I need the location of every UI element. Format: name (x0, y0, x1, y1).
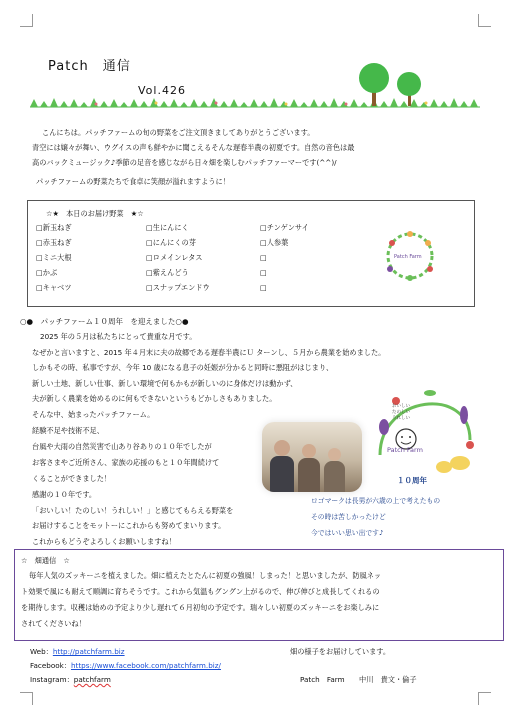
page-title: Patch 通信 (48, 59, 131, 74)
anniv-line: そんな中、始まったパッチファーム。 (32, 410, 155, 419)
veg-item: □チンゲンサイ (260, 223, 309, 232)
farm-news-line: ト効果で風にも耐えて順調に育ちそうです。これから気温もグングン上がるので、伸び伸びと成長してくれるの (21, 587, 380, 596)
anniv-line: しかもその時、私事ですが、今年 10 歳になる息子の妊娠が分かると同時に悪阻がはじまり、 (32, 363, 334, 372)
anniversary-logo-line: おいしい (392, 404, 410, 409)
intro-line-2: 青空には嬢々が舞い、ウグイスの声も鮮やかに聞こえるそんな遅春半農の初夏です。自然の音色は最 (32, 143, 355, 152)
intro-line-3: 高のバックミュージック♪季節の足音を感じながら日々畑を楽しむパッチファーマーです(^^)/ (32, 158, 337, 167)
wreath-logo-text: Patch Farm (394, 254, 422, 260)
footer-signature: Patch Farm 中川 貴文・倫子 (300, 675, 417, 684)
veg-item: □かぶ (36, 268, 58, 277)
anniv-line: 感謝の１０年です。 (32, 490, 97, 499)
logo-side-note: その時は苦しかったけど (311, 513, 386, 521)
instagram-handle[interactable]: patchfarm (73, 675, 111, 684)
crop-mark-top-left (20, 14, 33, 27)
veg-box-heading: ☆★ 本日のお届け野菜 ★☆ (46, 209, 144, 218)
veg-item: □スナップエンドウ (146, 283, 210, 292)
veg-item: □赤玉ねぎ (36, 238, 72, 247)
veg-item: □にんにくの芽 (146, 238, 196, 247)
anniv-line: 経験不足や技術不足、 (32, 426, 104, 435)
anniv-line: 夫が新しく農業を始めるのに何もできないというもどかしさもありました。 (32, 394, 277, 403)
veg-item: □ (260, 253, 267, 262)
crop-mark-top-right (478, 14, 491, 27)
logo-side-note: 今ではいい思い出です♪ (311, 529, 384, 537)
veg-item: □キャベツ (36, 283, 72, 292)
anniversary-logo-line: たのしい (392, 410, 410, 415)
footer-note: 畑の様子をお届けしています。 (290, 647, 391, 656)
volume-number: Vol.426 (138, 84, 186, 97)
veg-item: □ (260, 268, 267, 277)
veg-item: □新玉ねぎ (36, 223, 72, 232)
anniv-line: 台風や大雨の自然災害で山あり谷ありの１０年でしたが (32, 442, 212, 451)
veg-item: □人参葉 (260, 238, 289, 247)
crop-mark-bottom-left (20, 692, 33, 705)
footer-facebook (30, 662, 221, 669)
veg-item: □ロメインレタス (146, 253, 203, 262)
instagram-label: Instagram： (30, 675, 74, 684)
veg-item: □ミニ大根 (36, 253, 72, 262)
anniv-line: 新しい土地、新しい仕事、新しい環境で何もかもが新しいのに身体だけは動かず、 (32, 379, 298, 388)
anniversary-logo-caption: １０周年 (397, 476, 427, 485)
intro-line-4: パッチファームの野菜たちで食卓に笑顔が溢れますように！ (36, 177, 230, 186)
anniv-line: お届けすることをモットーにこれからも努めてまいります。 (32, 521, 226, 530)
anniv-line: これからもどうぞよろしくお願いしますね！ (32, 537, 176, 546)
crop-mark-bottom-right (478, 692, 491, 705)
veg-item: □生にんにく (146, 223, 189, 232)
farm-news-line: されてくださいね！ (21, 619, 86, 628)
anniversary-logo-line: うれしい (392, 416, 410, 421)
farm-news-box (14, 549, 504, 641)
anniv-line: くることができました！ (32, 474, 112, 483)
anniv-line: なぜかと言いますと、2015 年４月末に夫の故郷である遅春半農にＵ ターンし、５月から農業を始めました。 (32, 348, 386, 357)
logo-side-note: ロゴマークは長男が六歳の上で考えたもの (311, 497, 441, 505)
anniv-line: 「おいしい！たのしい！うれしい！」と感じてもらえる野菜を (32, 506, 234, 515)
family-photo (262, 422, 362, 492)
facebook-label: Facebook： (30, 661, 71, 670)
footer-instagram (30, 676, 111, 683)
anniv-line: 2025 年の５月は私たちにとって貴重な月です。 (40, 332, 197, 341)
delivery-vegetables-box (27, 200, 475, 307)
farm-news-line: 毎年人気のズッキーニを植えました。畑に植えたとたんに初夏の強風！しまった！と思いましたが、防風ネッ (29, 571, 382, 580)
anniv-line: お客さまやご近所さん、家族の応援のもと１０年間続けて (32, 458, 220, 467)
web-link[interactable]: http://patchfarm.biz (52, 647, 125, 656)
facebook-link[interactable]: https://www.facebook.com/patchfarm.biz/ (70, 661, 221, 670)
anniversary-heading: ○● パッチファーム１０周年 を迎えました○● (20, 317, 189, 326)
veg-item: □ (260, 283, 267, 292)
web-label: Web： (30, 647, 53, 656)
anniversary-logo (370, 385, 480, 490)
tree-illustration (355, 58, 435, 108)
footer-web (30, 648, 125, 655)
anniversary-logo-name: Patch Farm (387, 446, 423, 454)
farm-news-heading: ☆ 畑通信 ☆ (21, 556, 70, 565)
farm-news-line: を期待します。収穫は始めの予定より少し遅れて６月初旬の予定です。瑞々しい初夏のズッキーニをお楽しみに (21, 603, 380, 612)
intro-line-1: こんにちは。パッチファームの旬の野菜をご注文頂きましてありがとうございます。 (42, 128, 315, 137)
veg-item: □紫えんどう (146, 268, 189, 277)
